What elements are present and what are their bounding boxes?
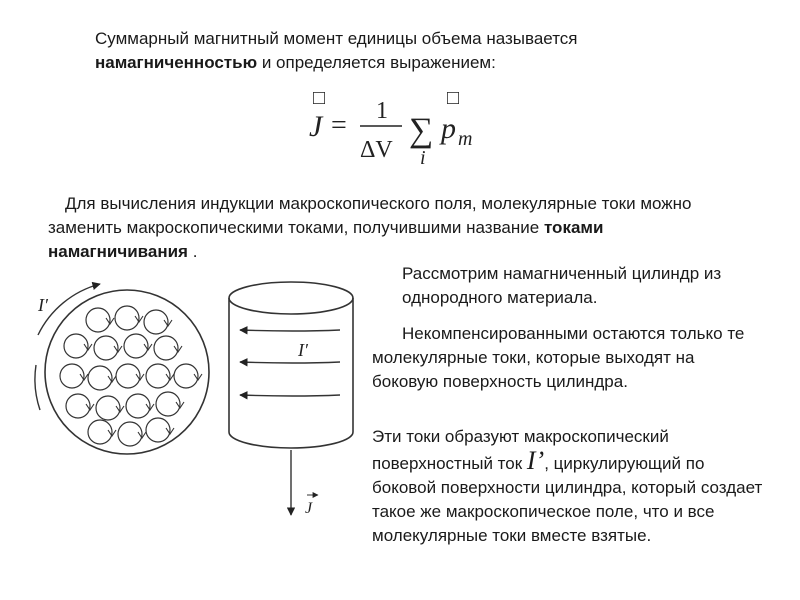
- circle-current-label: I′: [38, 295, 48, 315]
- cylinder-current-label: I′: [298, 340, 308, 360]
- molecular-loop: [124, 334, 148, 358]
- uncompensated-paragraph: Некомпенсированными остаются только те молекулярные токи, которые выходят на боковую поверхность цилиндра.: [372, 324, 745, 391]
- molecular-loop: [96, 396, 120, 420]
- molecular-loop: [118, 422, 142, 446]
- molecular-loop: [146, 418, 170, 442]
- j-vector-label: J: [305, 500, 313, 517]
- surface-line1: Эти токи образуют макроскопический: [372, 427, 669, 446]
- sum-index: i: [420, 147, 426, 169]
- formula-lhs: J: [309, 110, 323, 143]
- cross-section-circle: [45, 290, 209, 454]
- term-magnetization: намагниченностью: [95, 53, 258, 72]
- cylinder-diagram: [229, 282, 353, 515]
- outer-current-arc: [35, 365, 40, 410]
- molecular-loop: [126, 394, 150, 418]
- surface-current-symbol: I’: [526, 446, 545, 475]
- molecular-loop: [66, 394, 90, 418]
- vector-placeholder-p: □: [447, 87, 460, 109]
- molecular-loop: [64, 334, 88, 358]
- molecular-loop: [174, 364, 198, 388]
- molecular-loop: [88, 366, 112, 390]
- formula-p: p: [441, 112, 456, 145]
- cross-section-diagram: [35, 284, 209, 454]
- induction-end: .: [187, 242, 198, 261]
- molecular-loop: [144, 310, 168, 334]
- molecular-loop: [94, 336, 118, 360]
- cylinder-top: [229, 282, 353, 314]
- intro-rest: и определяется выражением:: [257, 53, 496, 72]
- vector-placeholder-j: □: [313, 87, 326, 109]
- surface-before: поверхностный ток: [372, 454, 527, 473]
- molecular-loop: [146, 364, 170, 388]
- molecular-current-loops: [60, 306, 202, 446]
- surface-current-arrow-3: [240, 395, 340, 396]
- cylinder-bottom: [229, 432, 353, 448]
- cylinder-paragraph: Рассмотрим намагниченный цилиндр из однородного материала.: [402, 264, 722, 307]
- term-magnetizing-currents: токами намагничивания: [48, 218, 604, 261]
- surface-after: , циркулирующий по боковой поверхности цилиндра, который создает такое же макроскопическое поле, что и все молекулярные токи вместе взятые.: [372, 454, 763, 545]
- sum-symbol: ∑: [409, 112, 434, 149]
- formula-denominator: ΔV: [360, 137, 393, 163]
- molecular-loop: [154, 336, 178, 360]
- formula-equals: =: [331, 110, 347, 141]
- induction-paragraph: [48, 192, 708, 264]
- surface-current-arrow-1: [240, 330, 340, 331]
- intro-line: Суммарный магнитный момент единицы объема называется: [95, 29, 578, 48]
- formula-numerator: 1: [376, 98, 388, 124]
- molecular-loop: [60, 364, 84, 388]
- induction-text: Для вычисления индукции макроскопического поля, молекулярные токи можно заменить макроскопическими токами, получившими название: [48, 194, 692, 237]
- formula-subscript: m: [458, 128, 473, 150]
- molecular-loop: [86, 308, 110, 332]
- surface-current-arrow-2: [240, 362, 340, 363]
- magnetization-formula: [309, 87, 472, 169]
- molecular-loop: [116, 364, 140, 388]
- surface-current-paragraph: [372, 425, 772, 548]
- molecular-loop: [88, 420, 112, 444]
- molecular-loop: [115, 306, 139, 330]
- molecular-loop: [156, 392, 180, 416]
